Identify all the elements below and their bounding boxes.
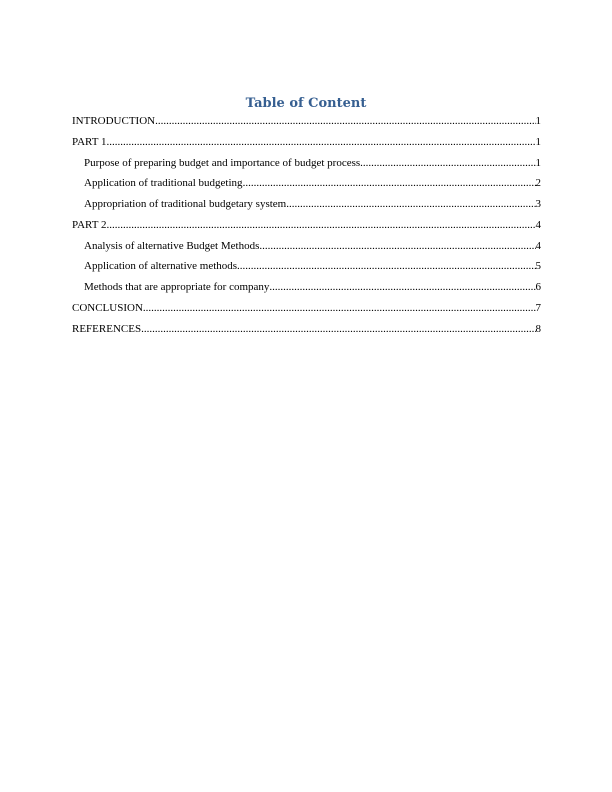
toc-dot-leader [259, 239, 535, 254]
toc-entry-label: Analysis of alternative Budget Methods [84, 239, 260, 252]
toc-dot-leader [107, 135, 536, 150]
toc-dot-leader [360, 156, 535, 171]
table-of-contents [72, 114, 541, 342]
toc-entry-introduction[interactable] [72, 114, 541, 135]
toc-entry-references[interactable] [72, 322, 541, 343]
toc-page-number: 6 [535, 281, 541, 293]
toc-entry-label: Methods that are appropriate for company [84, 281, 270, 293]
toc-entry-label: Application of alternative methods [84, 260, 238, 273]
toc-page-number: 1 [535, 135, 541, 148]
toc-entry-application-traditional[interactable] [72, 176, 541, 197]
toc-entry-label: Application of traditional budgeting [84, 177, 243, 190]
toc-page-number: 1 [535, 115, 541, 127]
toc-dot-leader [269, 280, 535, 295]
toc-page-number: 2 [535, 177, 541, 190]
toc-page-number: 3 [535, 198, 541, 210]
toc-dot-leader [141, 322, 535, 337]
toc-dot-leader [107, 218, 536, 233]
toc-page-number: 8 [535, 322, 541, 335]
toc-dot-leader [286, 197, 535, 212]
toc-title: Table of Content [245, 96, 367, 111]
toc-entry-label: Appropriation of traditional budgetary system [84, 198, 287, 210]
toc-page-number: 1 [535, 156, 541, 169]
toc-dot-leader [237, 259, 535, 274]
toc-dot-leader [155, 114, 535, 129]
toc-entry-label: REFERENCES [72, 322, 142, 335]
toc-entry-analysis-alternative[interactable] [72, 239, 541, 260]
toc-entry-label: INTRODUCTION [72, 115, 156, 127]
toc-dot-leader [243, 176, 536, 191]
toc-page-number: 5 [535, 260, 541, 273]
toc-entry-label: PART 2 [72, 218, 107, 231]
toc-entry-purpose-of-budget[interactable] [72, 156, 541, 177]
toc-page-number: 4 [535, 218, 541, 231]
toc-entry-label: Purpose of preparing budget and importance of budget process [84, 156, 361, 169]
toc-dot-leader [143, 301, 536, 316]
toc-page-number: 7 [535, 301, 541, 314]
toc-entry-part-1[interactable] [72, 135, 541, 156]
toc-entry-application-alternative[interactable] [72, 259, 541, 280]
toc-entry-conclusion[interactable] [72, 301, 541, 322]
toc-entry-part-2[interactable] [72, 218, 541, 239]
toc-entry-methods-appropriate[interactable] [72, 280, 541, 301]
toc-entry-label: PART 1 [72, 135, 107, 148]
toc-page-number: 4 [535, 239, 541, 252]
toc-entry-appropriation-traditional[interactable] [72, 197, 541, 218]
toc-entry-label: CONCLUSION [72, 301, 143, 314]
